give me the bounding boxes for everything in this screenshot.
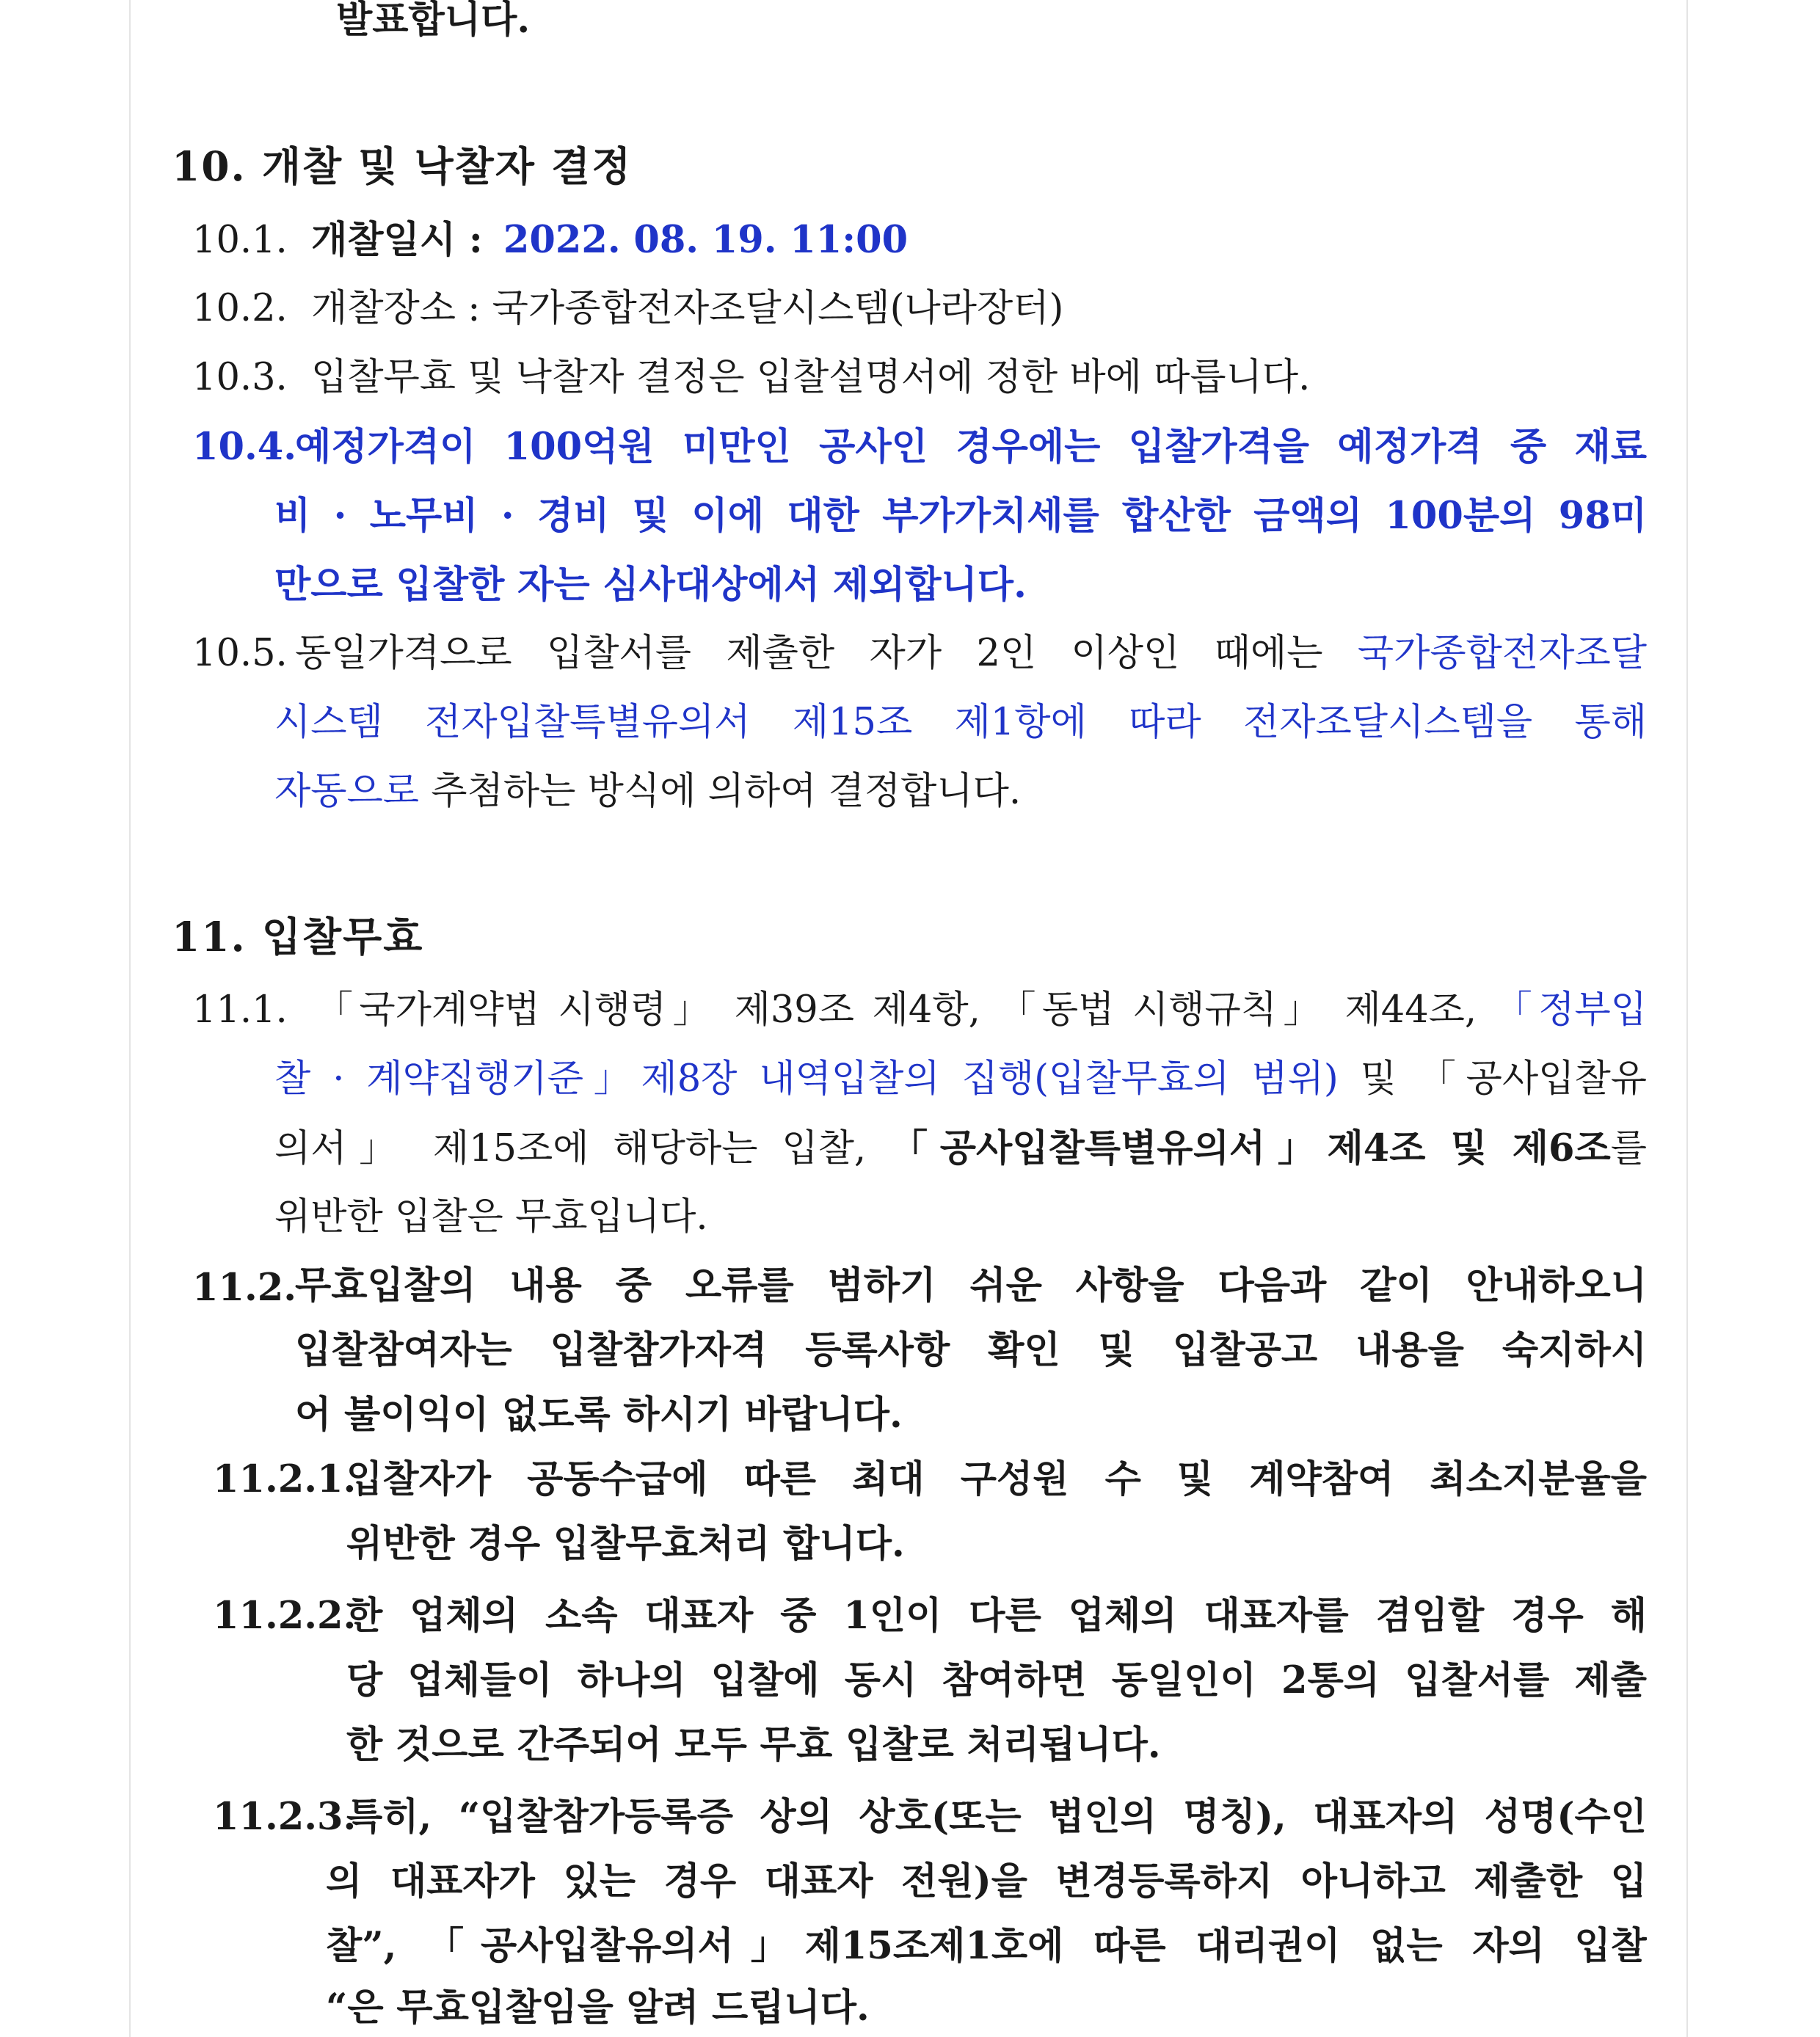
- item-10-3: [192, 343, 1310, 412]
- item-11-1-line-3-text: 의서」 제15조에 해당하는 입찰,: [274, 1127, 867, 1170]
- item-10-4-line-2: 비 · 노무비 · 경비 및 이에 대한 부가가치세를 합산한 금액의 100분의 98미: [274, 494, 1647, 538]
- item-10-5-line-1-text: 동일가격으로 입찰서를 제출한 자가 2인 이상인 때에는: [295, 632, 1323, 675]
- opening-datetime: 2022. 08. 19. 11:00: [503, 218, 909, 262]
- item-10-2-number: 10.2.: [192, 287, 288, 330]
- item-10-2-text: 개찰장소 : 국가종합전자조달시스템(나라장터): [311, 287, 1064, 330]
- item-11-2-2-number: 11.2.2.: [213, 1594, 357, 1638]
- document-page: [129, 0, 1688, 2037]
- item-10-4-line-1: 예정가격이 100억원 미만인 공사인 경우에는 입찰가격을 예정가격 중 재료: [295, 425, 1647, 469]
- item-10-1: [192, 205, 908, 274]
- item-11-2-1-number: 11.2.1.: [213, 1457, 357, 1501]
- item-11-2-2-line-1: 한 업체의 소속 대표자 중 1인이 다른 업체의 대표자를 겸임할 경우 해: [346, 1594, 1647, 1638]
- item-10-5-line-2: 시스템 전자입찰특별유의서 제15조 제1항에 따라 전자조달시스템을 통해: [274, 701, 1647, 744]
- previous-section-tail-text: 발표합니다.: [336, 0, 531, 42]
- item-11-1-line-4: 위반한 입찰은 무효입니다.: [274, 1195, 708, 1239]
- item-11-2-line-1: 무효입찰의 내용 중 오류를 범하기 쉬운 사항을 다음과 같이 안내하오니: [295, 1264, 1647, 1308]
- item-10-4-line-3: 만으로 입찰한 자는 심사대상에서 제외합니다.: [274, 563, 1027, 607]
- item-11-2-1-line-2: 위반한 경우 입찰무효처리 합니다.: [346, 1522, 905, 1566]
- item-11-2-3-line-2: 의 대표자가 있는 경우 대표자 전원)을 변경등록하지 아니하고 제출한 입: [326, 1859, 1647, 1903]
- item-11-1-line-1: [316, 976, 1647, 1045]
- item-10-4-number: 10.4.: [192, 425, 296, 469]
- item-11-1-line-2-text: 및 「공사입찰유: [1360, 1057, 1647, 1101]
- item-11-1-line-1-link: 「정부입: [1494, 988, 1647, 1032]
- item-10-5-line-3-link: 자동으로: [274, 770, 420, 813]
- item-11-1-number: 11.1.: [192, 988, 288, 1032]
- item-10-5-line-1: [295, 619, 1647, 688]
- item-10-5-number: 10.5.: [192, 632, 288, 675]
- item-11-2-2-line-2: 당 업체들이 하나의 입찰에 동시 참여하면 동일인이 2통의 입찰서를 제출: [346, 1658, 1647, 1702]
- item-11-1-line-3: [274, 1114, 1647, 1183]
- item-11-2-number: 11.2.: [192, 1266, 296, 1310]
- section-10-heading: 10. 개찰 및 낙찰자 결정: [172, 142, 633, 190]
- item-11-2-2-line-3: 한 것으로 간주되어 모두 무효 입찰로 처리됩니다.: [346, 1723, 1161, 1767]
- item-10-5-line-1-link: 국가종합전자조달: [1357, 632, 1647, 675]
- item-11-2-line-3: 어 불이익이 없도록 하시기 바랍니다.: [295, 1393, 903, 1437]
- previous-section-tail: [336, 0, 776, 54]
- item-11-2-1-line-1: 입찰자가 공동수급에 따른 최대 구성원 수 및 계약참여 최소지분율을: [346, 1457, 1647, 1501]
- item-11-1-line-2-link: 찰 · 계약집행기준」제8장 내역입찰의 집행(입찰무효의 범위): [274, 1057, 1339, 1101]
- item-10-2: [192, 274, 1063, 343]
- item-10-1-number: 10.1.: [192, 219, 288, 262]
- item-11-2-3-line-3: 찰”, 「공사입찰유의서」제15조제1호에 따른 대리권이 없는 자의 입찰: [326, 1924, 1647, 1968]
- item-10-5-line-3: [274, 757, 1021, 826]
- item-10-5-line-3-text: 추첨하는 방식에 의하여 결정합니다.: [431, 770, 1022, 813]
- item-10-3-text: 입찰무효 및 낙찰자 결정은 입찰설명서에 정한 바에 따릅니다.: [311, 356, 1311, 399]
- item-11-2-3-number: 11.2.3.: [213, 1795, 357, 1839]
- item-11-1-line-3-tail: 를: [1610, 1127, 1647, 1170]
- item-11-1-line-2: [274, 1045, 1647, 1114]
- item-11-2-3-line-4: “은 무효입찰임을 알려 드립니다.: [326, 1986, 870, 2030]
- item-10-1-label: 개찰일시 :: [311, 218, 483, 262]
- item-11-2-line-2: 입찰참여자는 입찰참가자격 등록사항 확인 및 입찰공고 내용을 숙지하시: [295, 1328, 1647, 1372]
- item-11-1-line-1-text: 「국가계약법 시행령」 제39조 제4항, 「동법 시행규칙」 제44조,: [316, 988, 1477, 1032]
- item-11-1-line-3-bold: 「공사입찰특별유의서」제4조 및 제6조: [890, 1126, 1611, 1170]
- item-11-2-3-line-1: 특히, “입찰참가등록증 상의 상호(또는 법인의 명칭), 대표자의 성명(수인: [346, 1795, 1647, 1839]
- item-10-3-number: 10.3.: [192, 356, 288, 399]
- section-11-heading: 11. 입찰무효: [172, 913, 424, 961]
